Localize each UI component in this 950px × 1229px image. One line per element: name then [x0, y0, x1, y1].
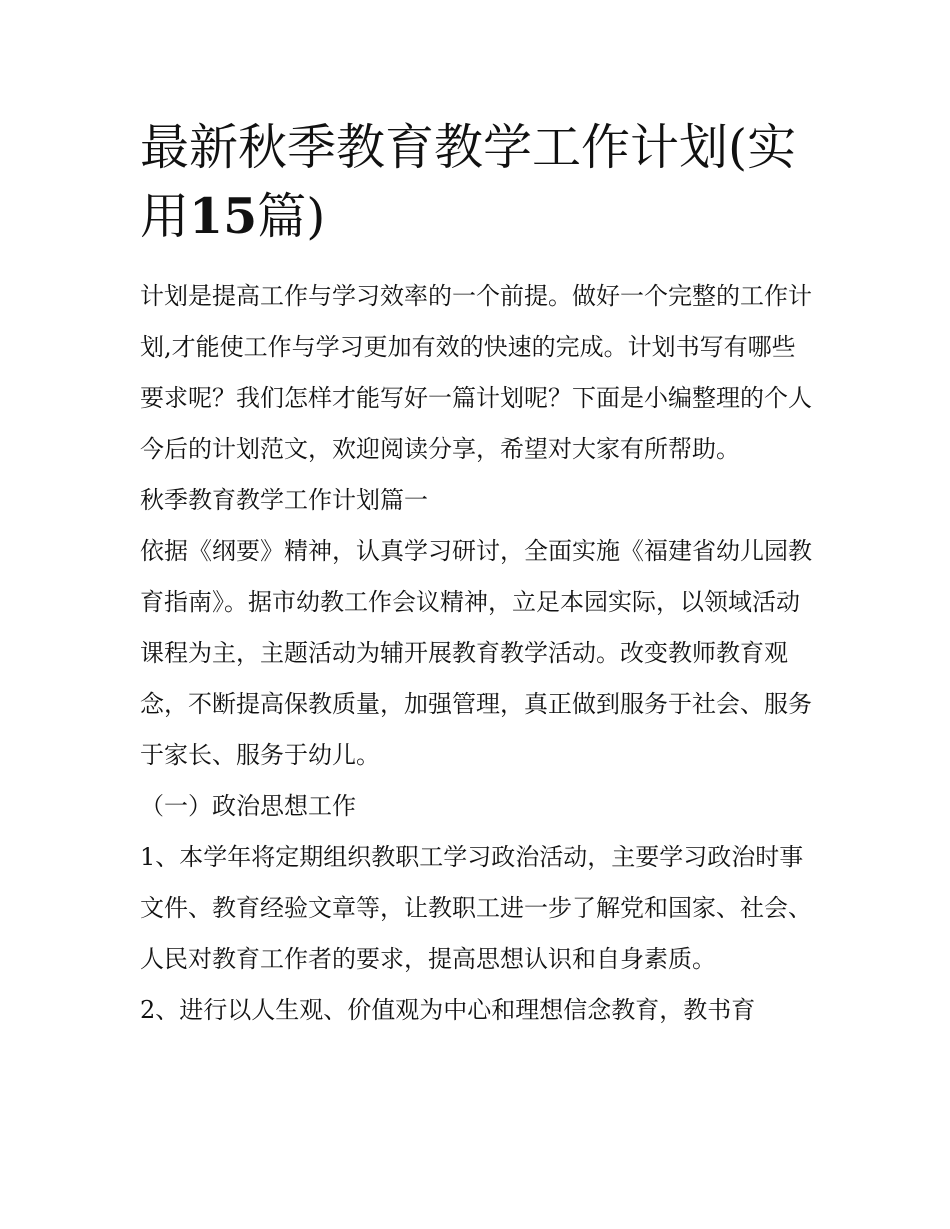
body-paragraph: 依据《纲要》精神，认真学习研讨，全面实施《福建省幼儿园教育指南》。据市幼教工作会议精神，立足本园实际，以领域活动课程为主，主题活动为辅开展教育教学活动。改变教师教育观念，不断提高保教质量，加强管理，真正做到服务于社会、服务于家长、服务于幼儿。	[140, 537, 812, 769]
section-heading: 秋季教育教学工作计划篇一	[140, 486, 428, 514]
subsection-heading: （一）政治思想工作	[140, 792, 356, 820]
document-body	[140, 114, 812, 1036]
list-item: 1、本学年将定期组织教职工学习政治活动，主要学习政治时事文件、教育经验文章等，让教职工进一步了解党和国家、社会、人民对教育工作者的要求，提高思想认识和自身素质。	[140, 843, 812, 973]
list-item: 2、进行以人生观、价值观为中心和理想信念教育，教书育	[140, 996, 756, 1024]
document-title: 最新秋季教育教学工作计划(实用15篇)	[140, 119, 797, 245]
intro-paragraph: 计划是提高工作与学习效率的一个前提。做好一个完整的工作计划,才能使工作与学习更加有效的快速的完成。计划书写有哪些要求呢？我们怎样才能写好一篇计划呢？下面是小编整理的个人今后的计划范文，欢迎阅读分享，希望对大家有所帮助。	[140, 282, 812, 463]
